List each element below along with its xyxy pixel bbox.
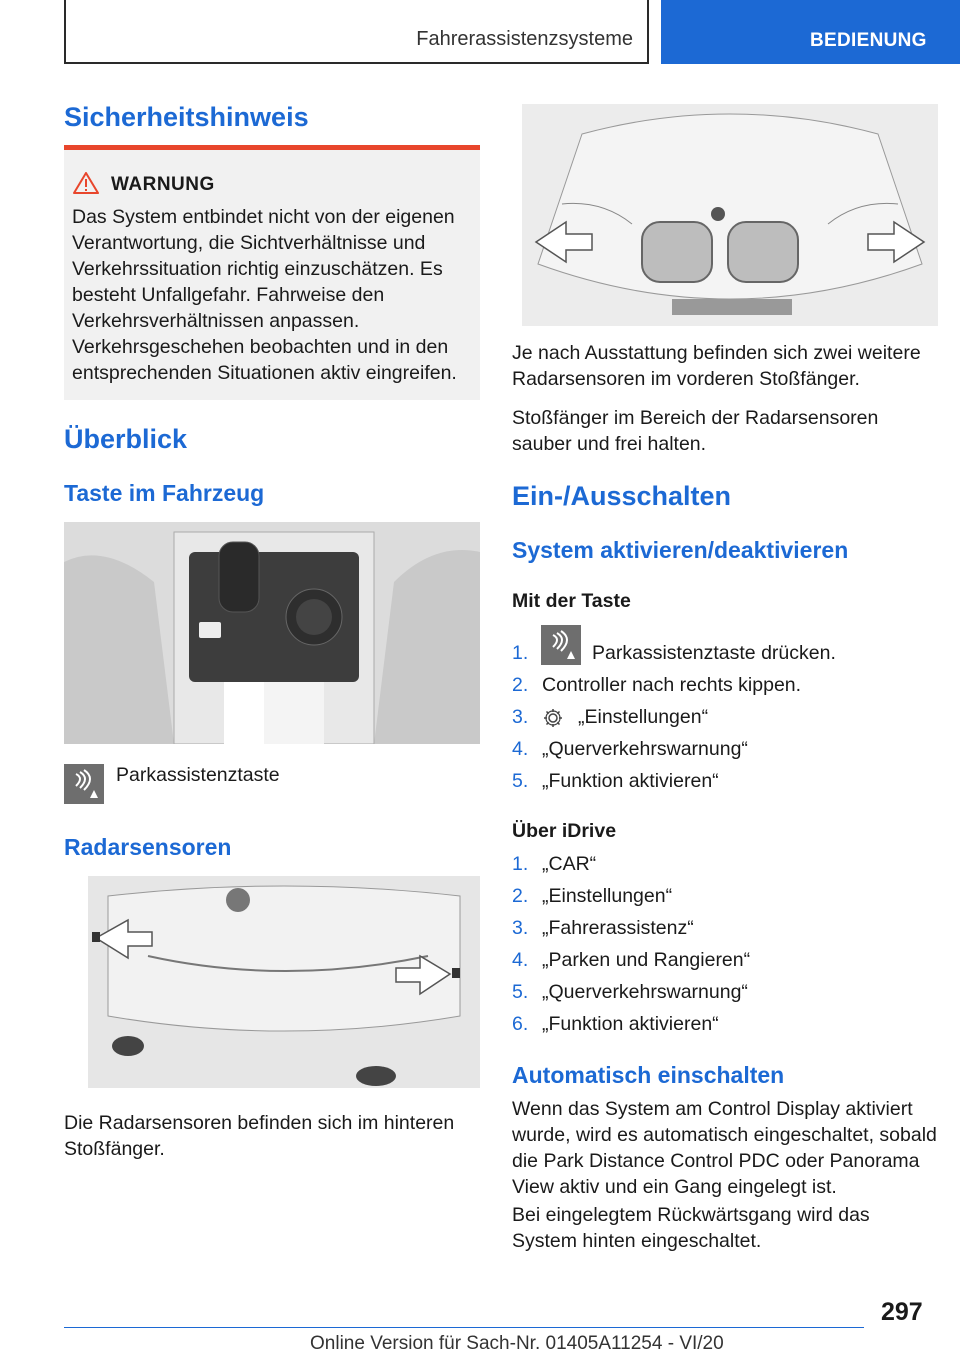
list-item: 4. „Querverkehrswarnung“	[512, 738, 748, 760]
idrive-steps-list	[512, 848, 932, 1040]
idrive-heading: Über iDrive	[512, 820, 617, 842]
footer-rule	[64, 1327, 864, 1328]
onoff-heading: Ein-/Ausschalten	[512, 481, 732, 511]
safety-heading: Sicherheitshinweis	[64, 102, 309, 132]
gear-icon	[542, 707, 564, 729]
warning-label: WARNUNG	[111, 174, 215, 195]
radar-text: Die Radarsensoren befinden sich im hinteren Stoßfänger.	[64, 1112, 455, 1160]
front-radar-text: Je nach Ausstattung befinden sich zwei weitere Radarsensoren im vorderen Stoßfänger.	[512, 342, 921, 390]
list-item: 3. „Einstellungen“	[512, 706, 709, 728]
console-image	[64, 522, 480, 744]
list-item: 2. Controller nach rechts kippen.	[512, 674, 802, 696]
button-heading: Taste im Fahrzeug	[64, 480, 265, 506]
footer-online-version: Online Version für Sach-Nr. 01405A11254 - VI/20	[310, 1333, 724, 1354]
header-chapter-title: BEDIENUNG	[810, 30, 927, 51]
header-chapter-tab	[661, 0, 960, 64]
overview-heading: Überblick	[64, 424, 188, 454]
rear-bumper-image	[88, 876, 480, 1088]
header-section-tab	[64, 0, 649, 64]
warning-text: Das System entbindet nicht von der eigenen Verantwortung, die Sichtverhältnisse und Verkehrssituation richtig einzuschätzen. Es besteht Unfallgefahr. Fahrweise den Verkehrsverhältnissen anpassen. Verkehrsgeschehen beobachten und in den entsprechenden Situationen aktiv eingreifen.	[72, 206, 457, 384]
list-item: 3. „Fahrerassistenz“	[512, 917, 694, 939]
radar-heading: Radarsensoren	[64, 834, 232, 860]
park-assist-button-icon	[64, 764, 104, 804]
button-steps-list	[512, 637, 932, 797]
list-item: 1. „CAR“	[512, 853, 597, 875]
list-item: 4. „Parken und Rangieren“	[512, 949, 751, 971]
list-item: 2. „Einstellungen“	[512, 885, 673, 907]
warning-triangle-icon	[73, 172, 99, 194]
auto-text-2: Bei eingelegtem Rückwärtsgang wird das System hinten eingeschaltet.	[512, 1204, 870, 1252]
activate-heading: System aktivieren/deaktivieren	[512, 537, 849, 563]
header-section-title: Fahrerassistenzsysteme	[416, 28, 633, 50]
with-button-heading: Mit der Taste	[512, 590, 631, 612]
list-item: 5. „Funktion aktivieren“	[512, 770, 719, 792]
auto-text-1: Wenn das System am Control Display aktiviert wurde, wird es automatisch eingeschaltet, sobald die Park Distance Control PDC oder Panorama View aktiv und ein Gang eingelegt ist.	[512, 1098, 937, 1198]
page-number: 297	[881, 1298, 923, 1326]
list-item: 5. „Querverkehrswarnung“	[512, 981, 748, 1003]
list-item: 6. „Funktion aktivieren“	[512, 1013, 719, 1035]
bumper-clean-text: Stoßfänger im Bereich der Radarsensoren sauber und frei halten.	[512, 407, 879, 455]
park-assist-button-icon	[541, 625, 581, 665]
auto-heading: Automatisch einschalten	[512, 1062, 785, 1088]
list-item: 1. Parkassistenztaste drücken.	[512, 637, 932, 669]
button-caption: Parkassistenztaste	[116, 764, 280, 786]
front-bumper-image	[522, 104, 938, 326]
